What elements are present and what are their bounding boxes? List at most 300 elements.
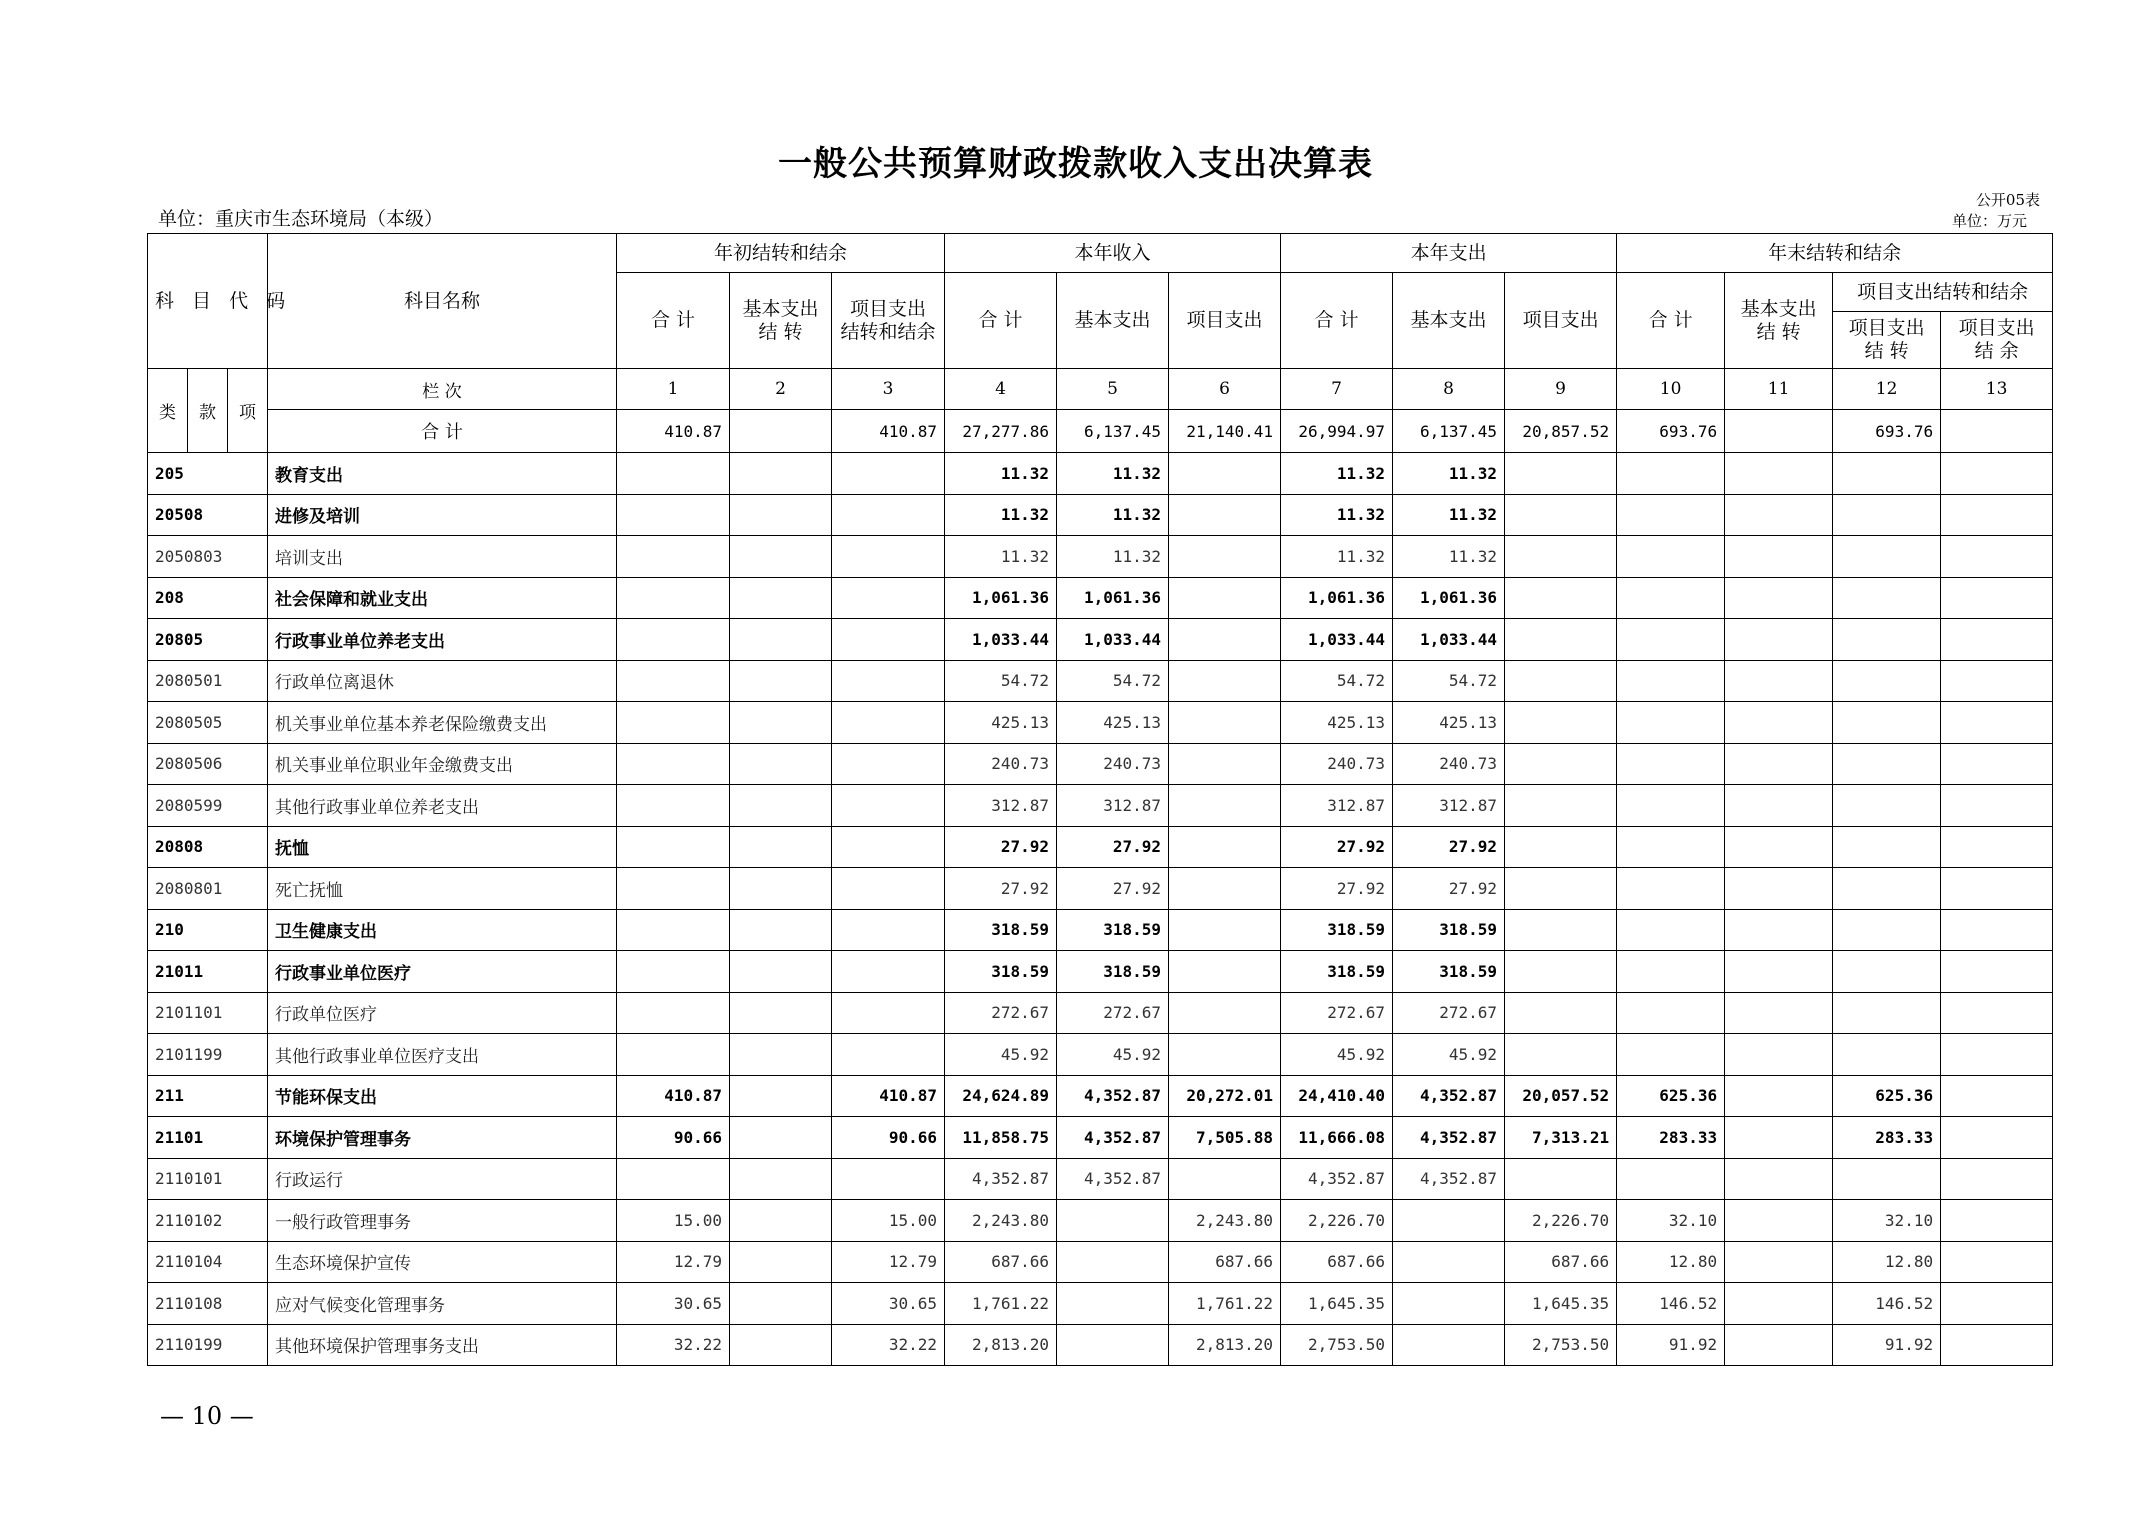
- amount-cell: [730, 743, 832, 785]
- table-row: [148, 1117, 2053, 1159]
- amount-cell: [1725, 1158, 1833, 1200]
- table-row: [148, 826, 2053, 868]
- amount-cell: 4,352.87: [1281, 1158, 1393, 1200]
- amount-cell: [1057, 1200, 1169, 1242]
- subject-name: 行政事业单位医疗: [268, 951, 617, 993]
- amount-cell: 2,813.20: [1169, 1324, 1281, 1366]
- amount-cell: 27.92: [945, 868, 1057, 910]
- amount-cell: 45.92: [1281, 1034, 1393, 1076]
- amount-cell: [1505, 1158, 1617, 1200]
- amount-cell: 1,061.36: [945, 577, 1057, 619]
- subject-name: 一般行政管理事务: [268, 1200, 617, 1242]
- amount-cell: [730, 619, 832, 661]
- amount-cell: 11.32: [1281, 536, 1393, 578]
- header-income-basic: 基本支出: [1057, 273, 1169, 369]
- subject-code: 2110199: [148, 1324, 268, 1366]
- amount-cell: 90.66: [832, 1117, 945, 1159]
- amount-cell: [1505, 536, 1617, 578]
- subject-name: 其他行政事业单位医疗支出: [268, 1034, 617, 1076]
- amount-cell: [1833, 743, 1941, 785]
- amount-cell: [1505, 577, 1617, 619]
- amount-cell: 45.92: [1057, 1034, 1169, 1076]
- amount-cell: [617, 702, 730, 744]
- amount-cell: [1393, 1200, 1505, 1242]
- subject-name: 应对气候变化管理事务: [268, 1283, 617, 1325]
- header-xiang: 项: [228, 369, 268, 453]
- amount-cell: [1169, 577, 1281, 619]
- amount-cell: [1833, 868, 1941, 910]
- table-row: [148, 1034, 2053, 1076]
- header-group-expense: 本年支出: [1281, 234, 1617, 273]
- amount-cell: 54.72: [1057, 660, 1169, 702]
- amount-cell: 11.32: [1281, 494, 1393, 536]
- table-row: [148, 660, 2053, 702]
- amount-cell: [1169, 619, 1281, 661]
- amount-cell: [617, 951, 730, 993]
- amount-cell: [617, 1158, 730, 1200]
- table-row: [148, 494, 2053, 536]
- col-number: 5: [1057, 369, 1169, 410]
- amount-cell: 4,352.87: [1057, 1158, 1169, 1200]
- amount-cell: [1617, 536, 1725, 578]
- amount-cell: [1169, 743, 1281, 785]
- amount-cell: [730, 1117, 832, 1159]
- amount-cell: [832, 868, 945, 910]
- amount-cell: [730, 1158, 832, 1200]
- amount-cell: [1725, 1117, 1833, 1159]
- amount-cell: 4,352.87: [1393, 1117, 1505, 1159]
- total-cell: 20,857.52: [1505, 410, 1617, 453]
- amount-cell: [1725, 619, 1833, 661]
- amount-cell: [1617, 494, 1725, 536]
- amount-cell: [1725, 743, 1833, 785]
- amount-cell: [730, 951, 832, 993]
- amount-cell: [1169, 785, 1281, 827]
- amount-cell: [1169, 951, 1281, 993]
- header-begin-basic-carry: 基本支出 结 转: [730, 273, 832, 369]
- subject-name: 环境保护管理事务: [268, 1117, 617, 1159]
- col-number: 13: [1941, 369, 2053, 410]
- amount-cell: 12.79: [832, 1241, 945, 1283]
- amount-cell: [1169, 536, 1281, 578]
- amount-cell: [1725, 1283, 1833, 1325]
- subject-name: 机关事业单位基本养老保险缴费支出: [268, 702, 617, 744]
- table-row: [148, 1283, 2053, 1325]
- money-unit: 单位：万元: [1951, 212, 2027, 230]
- amount-cell: [1505, 619, 1617, 661]
- amount-cell: 1,033.44: [945, 619, 1057, 661]
- subject-name: 教育支出: [268, 453, 617, 495]
- amount-cell: [1617, 453, 1725, 495]
- amount-cell: [1833, 453, 1941, 495]
- table-row: [148, 1075, 2053, 1117]
- amount-cell: [730, 1075, 832, 1117]
- amount-cell: [1617, 826, 1725, 868]
- amount-cell: [1505, 909, 1617, 951]
- page-number: — 10 —: [160, 1402, 254, 1430]
- amount-cell: 24,410.40: [1281, 1075, 1393, 1117]
- amount-cell: 11.32: [945, 453, 1057, 495]
- subject-name: 机关事业单位职业年金缴费支出: [268, 743, 617, 785]
- amount-cell: [1941, 1075, 2053, 1117]
- amount-cell: [1725, 453, 1833, 495]
- amount-cell: [832, 1034, 945, 1076]
- subject-name: 抚恤: [268, 826, 617, 868]
- table-row: [148, 702, 2053, 744]
- amount-cell: [1505, 494, 1617, 536]
- table-row: [148, 619, 2053, 661]
- amount-cell: [1725, 702, 1833, 744]
- subject-code: 2080506: [148, 743, 268, 785]
- amount-cell: [1941, 1241, 2053, 1283]
- amount-cell: 2,813.20: [945, 1324, 1057, 1366]
- amount-cell: 91.92: [1617, 1324, 1725, 1366]
- amount-cell: 1,033.44: [1393, 619, 1505, 661]
- amount-cell: [1941, 743, 2053, 785]
- amount-cell: [1725, 1034, 1833, 1076]
- subject-name: 社会保障和就业支出: [268, 577, 617, 619]
- amount-cell: 11.32: [1057, 536, 1169, 578]
- subject-code: 2050803: [148, 536, 268, 578]
- amount-cell: 11.32: [1393, 453, 1505, 495]
- amount-cell: 32.10: [1617, 1200, 1725, 1242]
- amount-cell: [617, 494, 730, 536]
- amount-cell: 272.67: [945, 992, 1057, 1034]
- amount-cell: [832, 743, 945, 785]
- amount-cell: [1941, 868, 2053, 910]
- total-cell: [730, 410, 832, 453]
- amount-cell: 318.59: [1057, 909, 1169, 951]
- amount-cell: [1833, 660, 1941, 702]
- amount-cell: 1,645.35: [1505, 1283, 1617, 1325]
- amount-cell: [832, 702, 945, 744]
- amount-cell: 625.36: [1833, 1075, 1941, 1117]
- amount-cell: [1833, 536, 1941, 578]
- col-number: 7: [1281, 369, 1393, 410]
- subject-code: 2110108: [148, 1283, 268, 1325]
- table-row: [148, 1158, 2053, 1200]
- amount-cell: [1941, 826, 2053, 868]
- subject-name: 其他环境保护管理事务支出: [268, 1324, 617, 1366]
- header-column-order: 栏 次: [268, 369, 617, 410]
- amount-cell: [1941, 1158, 2053, 1200]
- amount-cell: 687.66: [1505, 1241, 1617, 1283]
- subject-code: 2080801: [148, 868, 268, 910]
- amount-cell: [1393, 1283, 1505, 1325]
- table-row: [148, 868, 2053, 910]
- amount-cell: [1941, 1324, 2053, 1366]
- amount-cell: 1,645.35: [1281, 1283, 1393, 1325]
- amount-cell: 11.32: [1393, 536, 1505, 578]
- amount-cell: [1725, 494, 1833, 536]
- amount-cell: 54.72: [1393, 660, 1505, 702]
- amount-cell: [730, 785, 832, 827]
- amount-cell: [1505, 702, 1617, 744]
- amount-cell: [1833, 951, 1941, 993]
- amount-cell: 27.92: [1057, 826, 1169, 868]
- amount-cell: 1,061.36: [1057, 577, 1169, 619]
- form-number: 公开05表: [1975, 191, 2040, 209]
- amount-cell: [1617, 909, 1725, 951]
- col-number: 10: [1617, 369, 1725, 410]
- amount-cell: 2,226.70: [1281, 1200, 1393, 1242]
- amount-cell: 90.66: [617, 1117, 730, 1159]
- amount-cell: [1833, 494, 1941, 536]
- amount-cell: [1725, 909, 1833, 951]
- amount-cell: [1505, 660, 1617, 702]
- amount-cell: 312.87: [945, 785, 1057, 827]
- amount-cell: [1169, 1034, 1281, 1076]
- subject-code: 21101: [148, 1117, 268, 1159]
- amount-cell: 1,061.36: [1393, 577, 1505, 619]
- subject-code: 2080599: [148, 785, 268, 827]
- amount-cell: [1505, 1034, 1617, 1076]
- col-number: 4: [945, 369, 1057, 410]
- amount-cell: 54.72: [945, 660, 1057, 702]
- amount-cell: 687.66: [1169, 1241, 1281, 1283]
- total-cell: 693.76: [1833, 410, 1941, 453]
- amount-cell: [832, 826, 945, 868]
- amount-cell: 625.36: [1617, 1075, 1725, 1117]
- subject-code: 2080505: [148, 702, 268, 744]
- header-subject-code: 科 目 代 码: [148, 234, 268, 369]
- amount-cell: [1393, 1241, 1505, 1283]
- amount-cell: 32.10: [1833, 1200, 1941, 1242]
- amount-cell: 27.92: [1057, 868, 1169, 910]
- budget-table: [147, 233, 2053, 1366]
- amount-cell: 272.67: [1057, 992, 1169, 1034]
- amount-cell: [832, 536, 945, 578]
- amount-cell: [1617, 951, 1725, 993]
- amount-cell: [1617, 1034, 1725, 1076]
- amount-cell: 15.00: [617, 1200, 730, 1242]
- amount-cell: 1,761.22: [945, 1283, 1057, 1325]
- col-number: 1: [617, 369, 730, 410]
- amount-cell: [1833, 577, 1941, 619]
- total-cell: 693.76: [1617, 410, 1725, 453]
- amount-cell: [1725, 536, 1833, 578]
- reporting-unit: 单位：重庆市生态环境局（本级）: [158, 208, 444, 230]
- amount-cell: [1725, 1324, 1833, 1366]
- amount-cell: 2,753.50: [1505, 1324, 1617, 1366]
- amount-cell: 30.65: [617, 1283, 730, 1325]
- subject-code: 210: [148, 909, 268, 951]
- amount-cell: [1941, 1117, 2053, 1159]
- amount-cell: 318.59: [945, 909, 1057, 951]
- subject-code: 20808: [148, 826, 268, 868]
- amount-cell: 11.32: [1057, 494, 1169, 536]
- amount-cell: 4,352.87: [945, 1158, 1057, 1200]
- subject-code: 2101101: [148, 992, 268, 1034]
- amount-cell: 4,352.87: [1393, 1158, 1505, 1200]
- amount-cell: [1505, 785, 1617, 827]
- subject-name: 进修及培训: [268, 494, 617, 536]
- header-kuan: 款: [188, 369, 228, 453]
- amount-cell: 11,858.75: [945, 1117, 1057, 1159]
- subject-code: 20508: [148, 494, 268, 536]
- amount-cell: [1505, 992, 1617, 1034]
- col-number: 2: [730, 369, 832, 410]
- amount-cell: 2,243.80: [945, 1200, 1057, 1242]
- header-begin-project: 项目支出 结转和结余: [832, 273, 945, 369]
- amount-cell: [617, 909, 730, 951]
- amount-cell: [1833, 992, 1941, 1034]
- subject-name: 卫生健康支出: [268, 909, 617, 951]
- amount-cell: 7,505.88: [1169, 1117, 1281, 1159]
- table-row: [148, 909, 2053, 951]
- amount-cell: [730, 453, 832, 495]
- header-lei: 类: [148, 369, 188, 453]
- amount-cell: [1941, 785, 2053, 827]
- header-income-project: 项目支出: [1169, 273, 1281, 369]
- amount-cell: [1617, 702, 1725, 744]
- col-number: 8: [1393, 369, 1505, 410]
- amount-cell: 312.87: [1393, 785, 1505, 827]
- col-number: 6: [1169, 369, 1281, 410]
- header-expense-basic: 基本支出: [1393, 273, 1505, 369]
- header-expense-project: 项目支出: [1505, 273, 1617, 369]
- amount-cell: 312.87: [1057, 785, 1169, 827]
- amount-cell: 312.87: [1281, 785, 1393, 827]
- amount-cell: [1057, 1324, 1169, 1366]
- amount-cell: [1617, 868, 1725, 910]
- subject-name: 死亡抚恤: [268, 868, 617, 910]
- amount-cell: [617, 660, 730, 702]
- amount-cell: 11.32: [1281, 453, 1393, 495]
- amount-cell: [1617, 785, 1725, 827]
- amount-cell: [1057, 1241, 1169, 1283]
- amount-cell: [832, 785, 945, 827]
- table-row: [148, 577, 2053, 619]
- amount-cell: 425.13: [1057, 702, 1169, 744]
- amount-cell: 318.59: [1057, 951, 1169, 993]
- amount-cell: [1505, 951, 1617, 993]
- subject-code: 2110101: [148, 1158, 268, 1200]
- header-end-project-carry: 项目支出 结 转: [1833, 312, 1941, 369]
- amount-cell: 7,313.21: [1505, 1117, 1617, 1159]
- amount-cell: 2,226.70: [1505, 1200, 1617, 1242]
- amount-cell: [1617, 1158, 1725, 1200]
- amount-cell: [1617, 660, 1725, 702]
- amount-cell: [730, 826, 832, 868]
- header-expense-total: 合 计: [1281, 273, 1393, 369]
- col-number: 9: [1505, 369, 1617, 410]
- amount-cell: [1941, 1283, 2053, 1325]
- amount-cell: [1941, 702, 2053, 744]
- amount-cell: 54.72: [1281, 660, 1393, 702]
- amount-cell: 15.00: [832, 1200, 945, 1242]
- subject-code: 2110104: [148, 1241, 268, 1283]
- subject-code: 21011: [148, 951, 268, 993]
- subject-name: 培训支出: [268, 536, 617, 578]
- amount-cell: 27.92: [945, 826, 1057, 868]
- amount-cell: 318.59: [1393, 951, 1505, 993]
- amount-cell: [730, 992, 832, 1034]
- table-row: [148, 785, 2053, 827]
- amount-cell: 425.13: [945, 702, 1057, 744]
- amount-cell: 1,061.36: [1281, 577, 1393, 619]
- amount-cell: [1505, 453, 1617, 495]
- amount-cell: [832, 1158, 945, 1200]
- amount-cell: 12.80: [1617, 1241, 1725, 1283]
- amount-cell: 32.22: [832, 1324, 945, 1366]
- subject-code: 205: [148, 453, 268, 495]
- amount-cell: [1833, 826, 1941, 868]
- amount-cell: [1169, 909, 1281, 951]
- total-cell: 26,994.97: [1281, 410, 1393, 453]
- amount-cell: [730, 577, 832, 619]
- amount-cell: [1505, 743, 1617, 785]
- amount-cell: 27.92: [1393, 826, 1505, 868]
- amount-cell: [832, 660, 945, 702]
- amount-cell: [1169, 826, 1281, 868]
- amount-cell: 2,753.50: [1281, 1324, 1393, 1366]
- amount-cell: [832, 494, 945, 536]
- amount-cell: [730, 1200, 832, 1242]
- col-number: 11: [1725, 369, 1833, 410]
- amount-cell: [1725, 951, 1833, 993]
- subject-name: 行政单位医疗: [268, 992, 617, 1034]
- amount-cell: [730, 494, 832, 536]
- amount-cell: [730, 909, 832, 951]
- amount-cell: 11.32: [945, 494, 1057, 536]
- amount-cell: [1505, 868, 1617, 910]
- amount-cell: [617, 1034, 730, 1076]
- amount-cell: [617, 536, 730, 578]
- amount-cell: [1725, 1200, 1833, 1242]
- amount-cell: [1505, 826, 1617, 868]
- subject-name: 其他行政事业单位养老支出: [268, 785, 617, 827]
- amount-cell: 4,352.87: [1057, 1117, 1169, 1159]
- col-number: 3: [832, 369, 945, 410]
- amount-cell: [730, 702, 832, 744]
- amount-cell: 410.87: [617, 1075, 730, 1117]
- amount-cell: [617, 453, 730, 495]
- amount-cell: [730, 1324, 832, 1366]
- amount-cell: [730, 868, 832, 910]
- amount-cell: 1,033.44: [1057, 619, 1169, 661]
- amount-cell: [1941, 1034, 2053, 1076]
- amount-cell: [832, 453, 945, 495]
- amount-cell: [1941, 536, 2053, 578]
- subject-name: 节能环保支出: [268, 1075, 617, 1117]
- amount-cell: [1725, 1241, 1833, 1283]
- amount-cell: [1617, 577, 1725, 619]
- amount-cell: [1169, 660, 1281, 702]
- amount-cell: 1,033.44: [1281, 619, 1393, 661]
- subject-code: 20805: [148, 619, 268, 661]
- amount-cell: [617, 826, 730, 868]
- amount-cell: 27.92: [1393, 868, 1505, 910]
- header-income-total: 合 计: [945, 273, 1057, 369]
- amount-cell: [832, 577, 945, 619]
- subject-name: 生态环境保护宣传: [268, 1241, 617, 1283]
- amount-cell: [1725, 1075, 1833, 1117]
- amount-cell: [730, 1283, 832, 1325]
- header-end-project-balance: 项目支出 结 余: [1941, 312, 2053, 369]
- amount-cell: [1169, 494, 1281, 536]
- table-row: [148, 1324, 2053, 1366]
- amount-cell: [1725, 785, 1833, 827]
- amount-cell: 20,057.52: [1505, 1075, 1617, 1117]
- amount-cell: [1169, 992, 1281, 1034]
- page-title: 一般公共预算财政拨款收入支出决算表: [778, 144, 1373, 184]
- amount-cell: 425.13: [1393, 702, 1505, 744]
- amount-cell: [1725, 868, 1833, 910]
- amount-cell: [1941, 577, 2053, 619]
- table-row: [148, 1200, 2053, 1242]
- table-row: [148, 743, 2053, 785]
